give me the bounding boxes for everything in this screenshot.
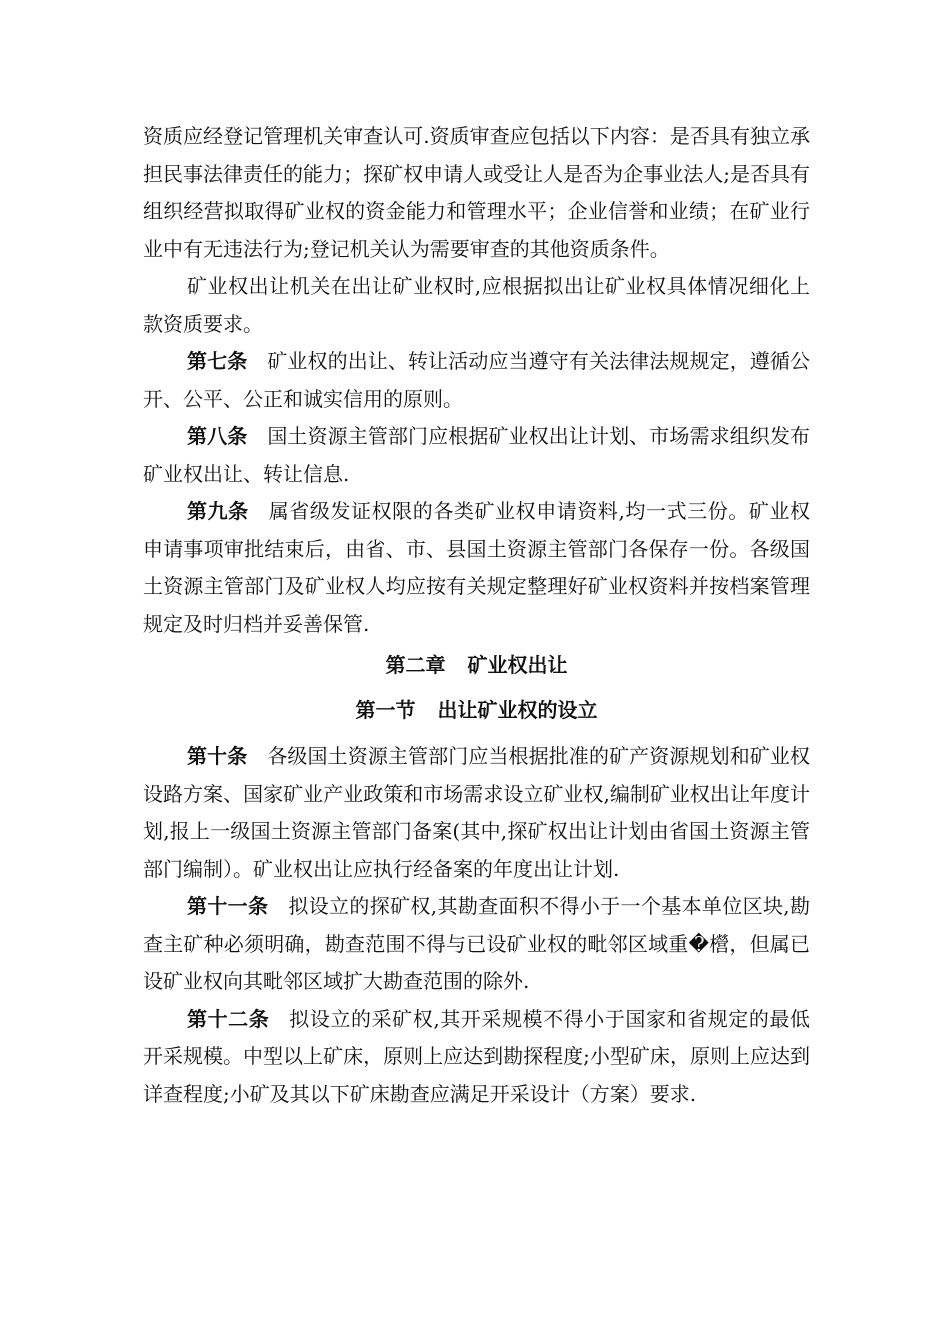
chapter-heading [143,647,810,684]
chapter-number: 第二章 [385,653,446,677]
chapter-title: 矿业权出让 [467,653,568,677]
article-text: 国土资源主管部门应根据矿业权出让计划、市场需求组织发布矿业权出让、转让信息. [143,424,811,486]
paragraph-qualification-refinement: 矿业权出让机关在出让矿业权时,应根据拟出让矿业权具体情况细化上款资质要求。 [143,274,810,336]
article-number: 第八条 [187,424,248,448]
article-10 [143,738,810,888]
article-8 [143,418,810,493]
article-text: 拟设立的探矿权,其勘查面积不得小于一个基本单位区块,勘查主矿种必须明确，勘查范围不得与已设矿业权的毗邻区域重�櫿，但属已设矿业权向其毗邻区域扩大勘查范围的除外. [143,894,810,993]
article-number: 第十一条 [187,894,269,918]
article-text: 各级国土资源主管部门应当根据批准的矿产资源规划和矿业权设路方案、国家矿业产业政策和市场需求设立矿业权,编制矿业权出让年度计划,报上一级国土资源主管部门备案(其中,探矿权出让计划由省国土资源主管部门编制）。矿业权出让应执行经备案的年度出让计划. [143,744,811,881]
article-number: 第十二条 [187,1006,270,1031]
article-7 [143,343,810,418]
article-number: 第九条 [187,499,249,523]
document-body [143,118,810,1113]
section-heading [143,690,810,730]
article-text: 拟设立的采矿权,其开采规模不得小于国家和省规定的最低开采规模。中型以上矿床，原则上应达到勘探程度;小型矿床，原则上应达到详查程度;小矿及其以下矿床勘查应满足开采设计（方案）要求. [143,1006,810,1106]
article-text: 矿业权的出让、转让活动应当遵守有关法律法规规定，遵循公开、公平、公正和诚实信用的原则。 [143,349,811,411]
article-number: 第七条 [187,349,248,373]
section-number: 第一节 [355,698,416,722]
article-text: 属省级发证权限的各类矿业权申请资料,均一式三份。矿业权申请事项审批结束后，由省、市、县国土资源主管部门各保存一份。各级国土资源主管部门及矿业权人均应按有关规定整理好矿业权资料并按档案管理规定及时归档并妥善保管. [143,499,811,636]
article-12 [143,1001,810,1114]
article-11 [143,888,810,1001]
article-9 [143,493,810,643]
paragraph-qualification-review: 资质应经登记管理机关审查认可.资质审查应包括以下内容：是否具有独立承担民事法律责任的能力；探矿权申请人或受让人是否为企事业法人;是否具有组织经营拟取得矿业权的资金能力和管理水平；企业信誉和业绩；在矿业行业中有无违法行为;登记机关认为需要审查的其他资质条件。 [143,124,810,261]
article-number: 第十条 [187,744,248,768]
section-title: 出让矿业权的设立 [437,698,598,722]
